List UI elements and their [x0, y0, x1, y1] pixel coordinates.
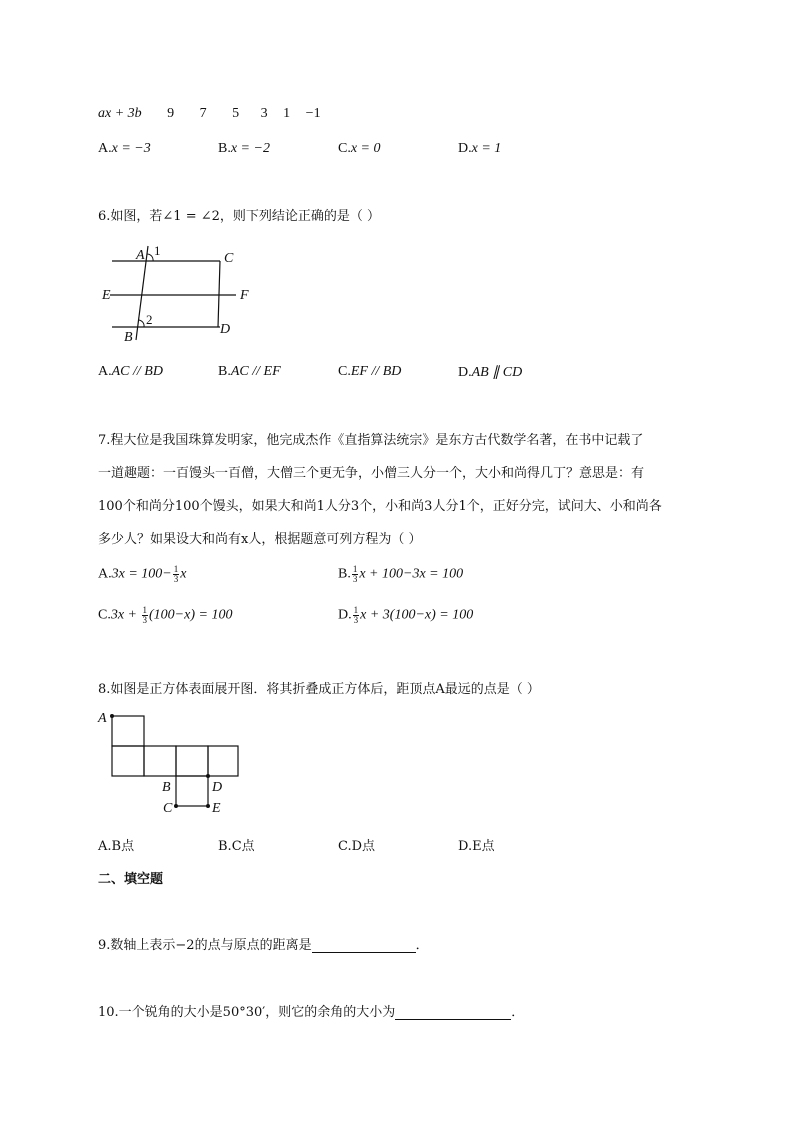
- q5-option-b[interactable]: B.x = −2: [218, 141, 270, 156]
- label-c: C: [224, 251, 234, 266]
- label-b: B: [124, 330, 133, 345]
- q8-option-c[interactable]: C.D点: [338, 839, 376, 854]
- label-d: D: [212, 780, 223, 795]
- q6-option-d[interactable]: D.AB ∥ CD: [458, 365, 523, 380]
- q5-option-c[interactable]: C.x = 0: [338, 141, 381, 156]
- q8-option-a[interactable]: A.B点: [98, 839, 135, 854]
- q6-stem: 6.如图，若∠1 = ∠2，则下列结论正确的是（ ）: [98, 209, 381, 224]
- q9-stem: 9.数轴上表示−2的点与原点的距离是: [98, 938, 312, 953]
- label-a: A: [98, 711, 107, 726]
- table-value: 9: [167, 106, 175, 121]
- q10-answer-blank[interactable]: [395, 1005, 511, 1020]
- q9-row: 9.数轴上表示−2的点与原点的距离是 ．: [98, 938, 429, 953]
- label-angle-1: 1: [154, 243, 161, 258]
- fraction-one-third: $\frac{1}{3}$: [173, 564, 179, 584]
- q10-stem: 10.一个锐角的大小是50°30′，则它的余角的大小为: [98, 1005, 396, 1020]
- label-e: E: [212, 801, 221, 816]
- label-c: C: [163, 801, 173, 816]
- table-value: 3: [260, 106, 268, 121]
- q8-stem: 8.如图是正方体表面展开图．将其折叠成正方体后，距顶点A最远的点是（ ）: [98, 682, 540, 697]
- q7-option-d[interactable]: D. $\frac{1}{3}$ x + 3(100−x) = 100: [338, 605, 474, 625]
- fraction-one-third: $\frac{1}{3}$: [353, 605, 359, 625]
- fraction-one-third: $\frac{1}{3}$: [142, 605, 148, 625]
- q5-option-d[interactable]: D.x = 1: [458, 141, 502, 156]
- q7-line-4: 多少人？如果设大和尚有x人，根据题意可列方程为（ ）: [98, 532, 422, 547]
- q7-option-b[interactable]: B. $\frac{1}{3}$ x + 100−3x = 100: [338, 564, 464, 584]
- q10-row: 10.一个锐角的大小是50°30′，则它的余角的大小为 ．: [98, 1005, 525, 1020]
- table-value: 1: [283, 106, 291, 121]
- q7-option-a[interactable]: A.3x = 100− $\frac{1}{3}$ x: [98, 564, 187, 584]
- section-title-fill-in: 二、填空题: [98, 872, 164, 887]
- q7-line-3: 100个和尚分100个馒头，如果大和尚1人分3个，小和尚3人分1个，正好分完，试问大、小和尚各: [98, 499, 662, 514]
- q8-cube-net: [96, 708, 246, 818]
- label-angle-2: 2: [146, 312, 153, 327]
- q6-figure: [96, 240, 266, 350]
- q7-line-2: 一道趣题：一百馒头一百僧，大僧三个更无争，小僧三人分一个，大小和尚得几丁？意思是：有: [98, 466, 645, 481]
- q5-option-a[interactable]: A.x = −3: [98, 141, 151, 156]
- label-b: B: [162, 780, 171, 795]
- fraction-one-third: $\frac{1}{3}$: [352, 564, 358, 584]
- label-f: F: [240, 288, 249, 303]
- table-row: [98, 106, 321, 122]
- q8-option-d[interactable]: D.E点: [458, 839, 495, 854]
- label-a: A: [136, 248, 145, 263]
- table-value: 5: [232, 106, 240, 121]
- q8-option-b[interactable]: B.C点: [218, 839, 255, 854]
- q7-line-1: 7.程大位是我国珠算发明家，他完成杰作《直指算法统宗》是东方古代数学名著，在书中记载了: [98, 433, 644, 448]
- q9-answer-blank[interactable]: [312, 938, 416, 953]
- table-value: −1: [305, 106, 321, 121]
- q6-option-c[interactable]: C.EF // BD: [338, 364, 402, 379]
- q7-option-c[interactable]: C.3x + $\frac{1}{3}$ (100−x) = 100: [98, 605, 233, 625]
- label-d: D: [220, 322, 231, 337]
- table-expr: ax + 3b: [98, 106, 142, 121]
- q6-option-a[interactable]: A.AC // BD: [98, 364, 163, 379]
- label-e: E: [102, 288, 111, 303]
- q6-option-b[interactable]: B.AC // EF: [218, 364, 281, 379]
- table-value: 7: [199, 106, 207, 121]
